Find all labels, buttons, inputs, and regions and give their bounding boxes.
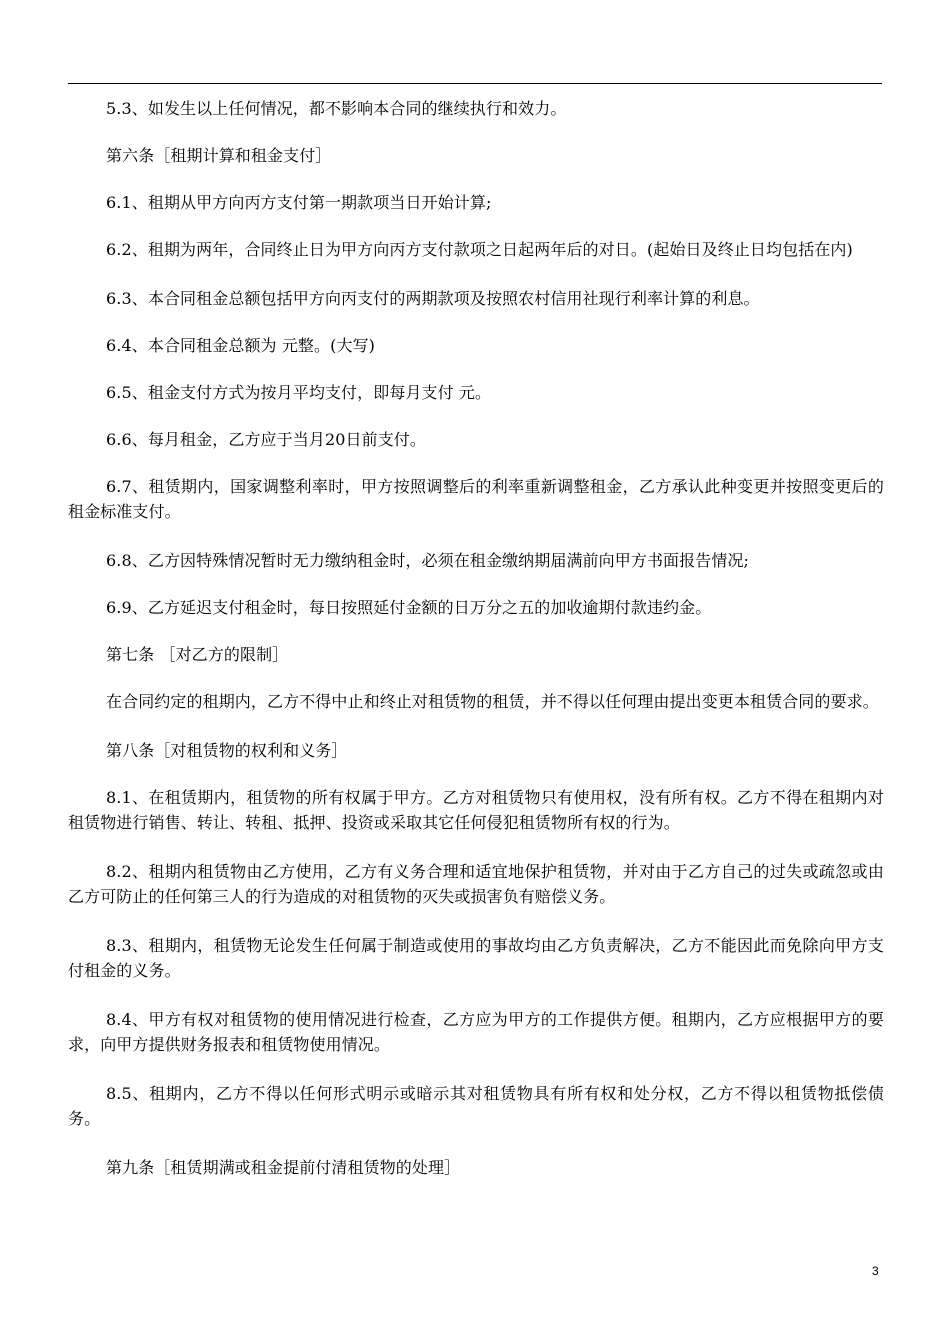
clause-6-8: 6.8、乙方因特殊情况暂时无力缴纳租金时，必须在租金缴纳期届满前向甲方书面报告情况; — [106, 551, 750, 570]
clause-5-3: 5.3、如发生以上任何情况，都不影响本合同的继续执行和效力。 — [106, 99, 567, 118]
clause-8-2: 8.2、租期内租赁物由乙方使用，乙方有义务合理和适宜地保护租赁物，并对由于乙方自己的过失或疏忽或由乙方可防止的任何第三人的行为造成的对租赁物的灭失或损害负有赔偿义务。 — [68, 862, 884, 906]
clause-8-5: 8.5、租期内，乙方不得以任何形式明示或暗示其对租赁物具有所有权和处分权，乙方不得以租赁物抵偿债务。 — [68, 1084, 884, 1128]
article-7-body: 在合同约定的租期内，乙方不得中止和终止对租赁物的租赁，并不得以任何理由提出变更本租赁合同的要求。 — [106, 692, 879, 711]
page-number: 3 — [872, 1264, 879, 1278]
clause-6-5: 6.5、租金支付方式为按月平均支付，即每月支付 元。 — [106, 383, 492, 402]
clause-6-9: 6.9、乙方延迟支付租金时，每日按照延付金额的日万分之五的加收逾期付款违约金。 — [106, 598, 712, 617]
article-7-heading: 第七条 ［对乙方的限制］ — [106, 645, 289, 664]
document-body — [68, 96, 884, 1202]
clause-6-6: 6.6、每月租金，乙方应于当月20日前支付。 — [106, 430, 427, 449]
clause-6-3: 6.3、本合同租金总额包括甲方向丙支付的两期款项及按照农村信用社现行利率计算的利息。 — [106, 289, 760, 308]
clause-6-1: 6.1、租期从甲方向丙方支付第一期款项当日开始计算; — [106, 193, 492, 212]
article-6-heading: 第六条［租期计算和租金支付］ — [106, 146, 332, 165]
clause-6-2: 6.2、租期为两年，合同终止日为甲方向丙方支付款项之日起两年后的对日。(起始日及终止日均包括在内) — [106, 240, 853, 259]
clause-6-4: 6.4、本合同租金总额为 元整。(大写) — [106, 336, 376, 355]
article-9-heading: 第九条［租赁期满或租金提前付清租赁物的处理］ — [106, 1158, 461, 1177]
header-rule — [68, 83, 882, 84]
clause-8-3: 8.3、租期内，租赁物无论发生任何属于制造或使用的事故均由乙方负责解决，乙方不能因此而免除向甲方支付租金的义务。 — [68, 936, 884, 980]
article-8-heading: 第八条［对租赁物的权利和义务］ — [106, 741, 348, 760]
clause-8-1: 8.1、在租赁期内，租赁物的所有权属于甲方。乙方对租赁物只有使用权，没有所有权。乙方不得在租期内对租赁物进行销售、转让、转租、抵押、投资或采取其它任何侵犯租赁物所有权的行为。 — [68, 788, 884, 832]
clause-6-7: 6.7、租赁期内，国家调整利率时，甲方按照调整后的利率重新调整租金，乙方承认此种变更并按照变更后的租金标准支付。 — [68, 477, 884, 521]
clause-8-4: 8.4、甲方有权对租赁物的使用情况进行检查，乙方应为甲方的工作提供方便。租期内，乙方应根据甲方的要求，向甲方提供财务报表和租赁物使用情况。 — [68, 1010, 884, 1054]
